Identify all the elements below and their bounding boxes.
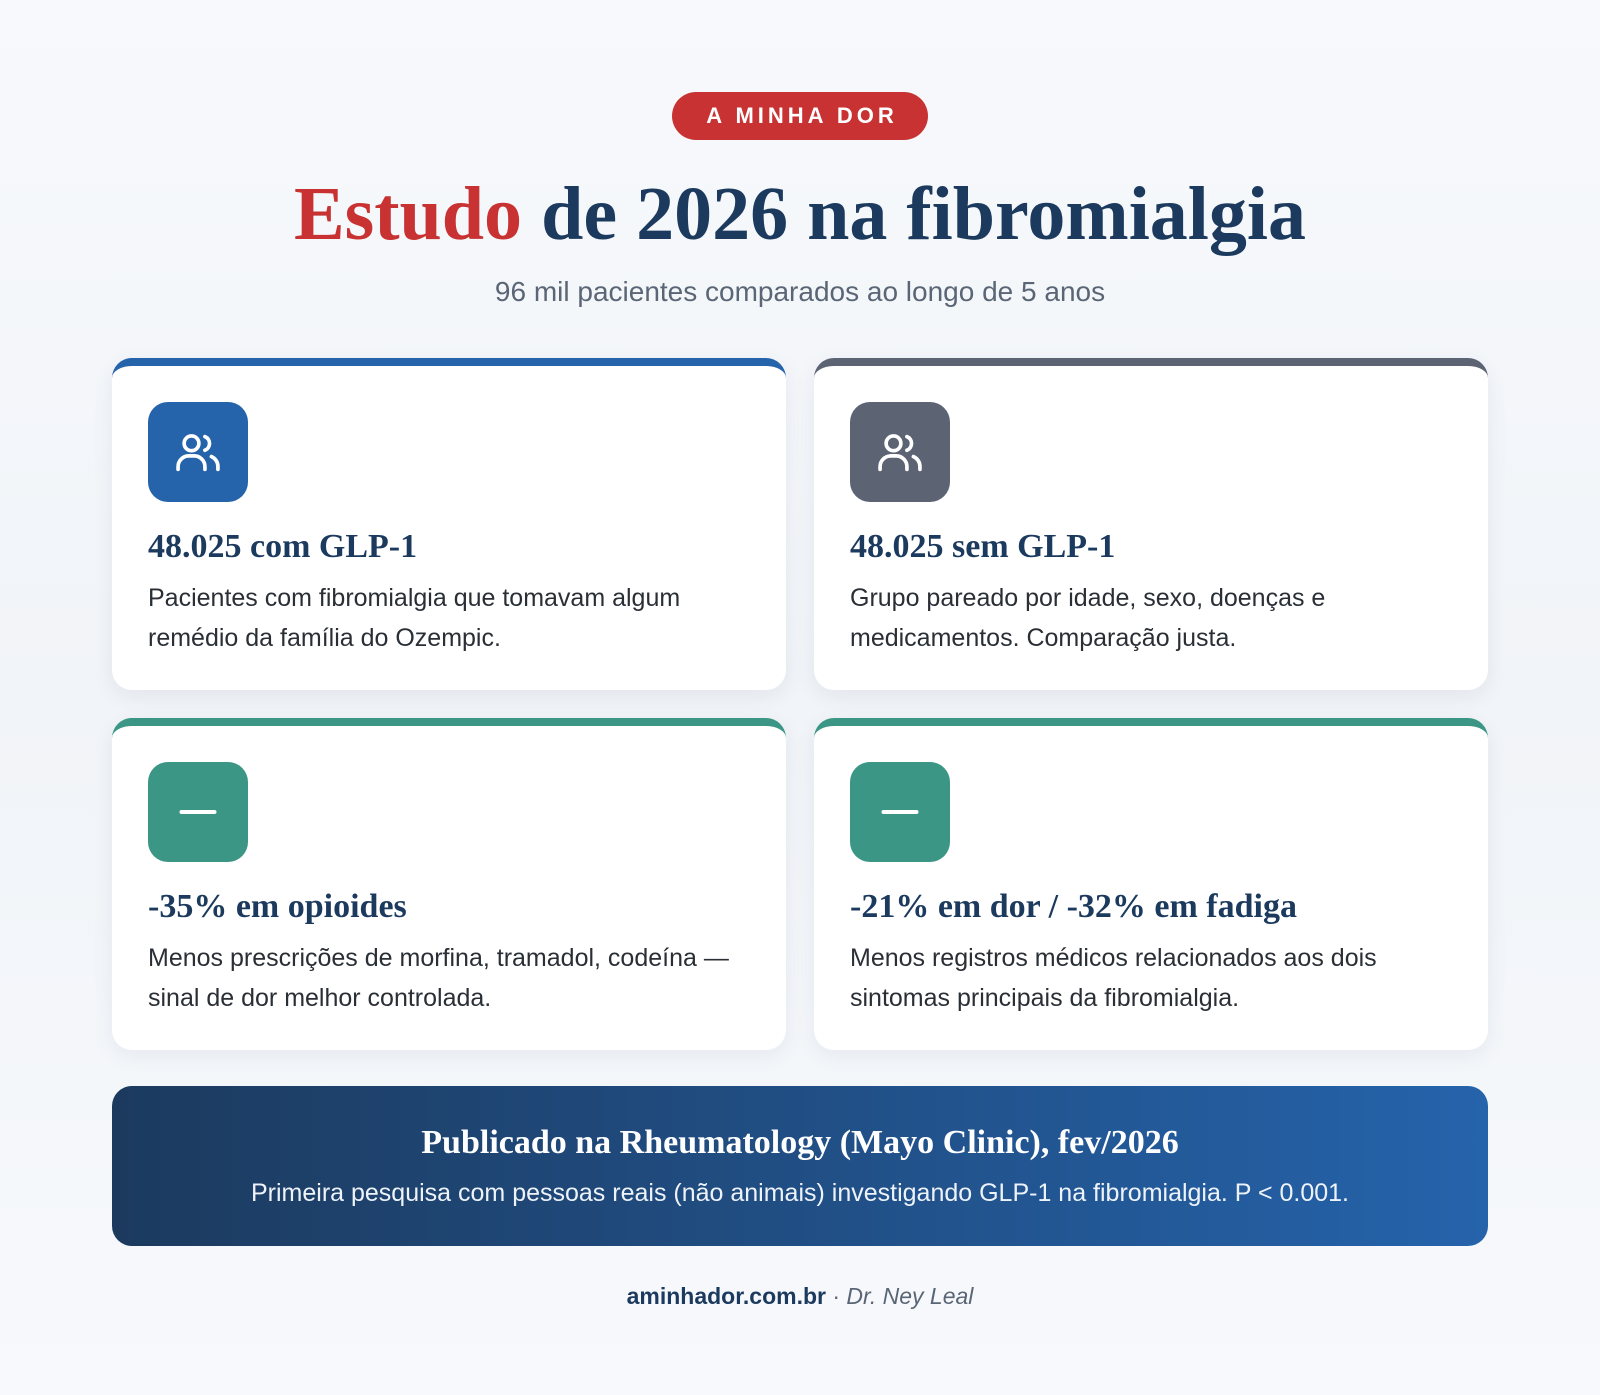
footer [112,1280,1488,1312]
title-rest: de 2026 na fibromialgia [541,172,1307,256]
minus-icon [148,762,248,862]
users-icon [148,402,248,502]
minus-icon [850,762,950,862]
page-title [112,166,1488,262]
footer-author: Dr. Ney Leal [846,1283,974,1309]
card-description: Menos registros médicos relacionados aos dois sintomas principais da fibromialgia. [850,944,1377,1012]
footer-site: aminhador.com.br [626,1283,826,1309]
card-title: 48.025 com GLP-1 [148,528,418,565]
users-icon [850,402,950,502]
card-with-glp1 [112,358,786,690]
title-accent: Estudo [293,172,523,256]
card-description: Pacientes com fibromialgia que tomavam algum remédio da família do Ozempic. [148,584,681,652]
banner-text: Primeira pesquisa com pessoas reais (não animais) investigando GLP-1 na fibromialgia. P < 0.001. [250,1179,1350,1207]
brand-badge: A MINHA DOR [672,92,927,140]
card-title: -35% em opioides [148,888,407,925]
card-title: 48.025 sem GLP-1 [850,528,1116,565]
page-subtitle: 96 mil pacientes comparados ao longo de 5 anos [494,276,1106,307]
card-opioids [112,718,786,1050]
banner-title: Publicado na Rheumatology (Mayo Clinic), fev/2026 [421,1124,1179,1161]
card-description: Menos prescrições de morfina, tramadol, codeína — sinal de dor melhor controlada. [148,944,729,1012]
card-title: -21% em dor / -32% em fadiga [850,888,1297,925]
card-without-glp1 [814,358,1488,690]
card-description: Grupo pareado por idade, sexo, doenças e medicamentos. Comparação justa. [850,584,1326,652]
badge-wrapper [112,92,1488,140]
footer-separator: · [825,1283,847,1309]
card-pain-fatigue [814,718,1488,1050]
publication-banner [112,1086,1488,1246]
